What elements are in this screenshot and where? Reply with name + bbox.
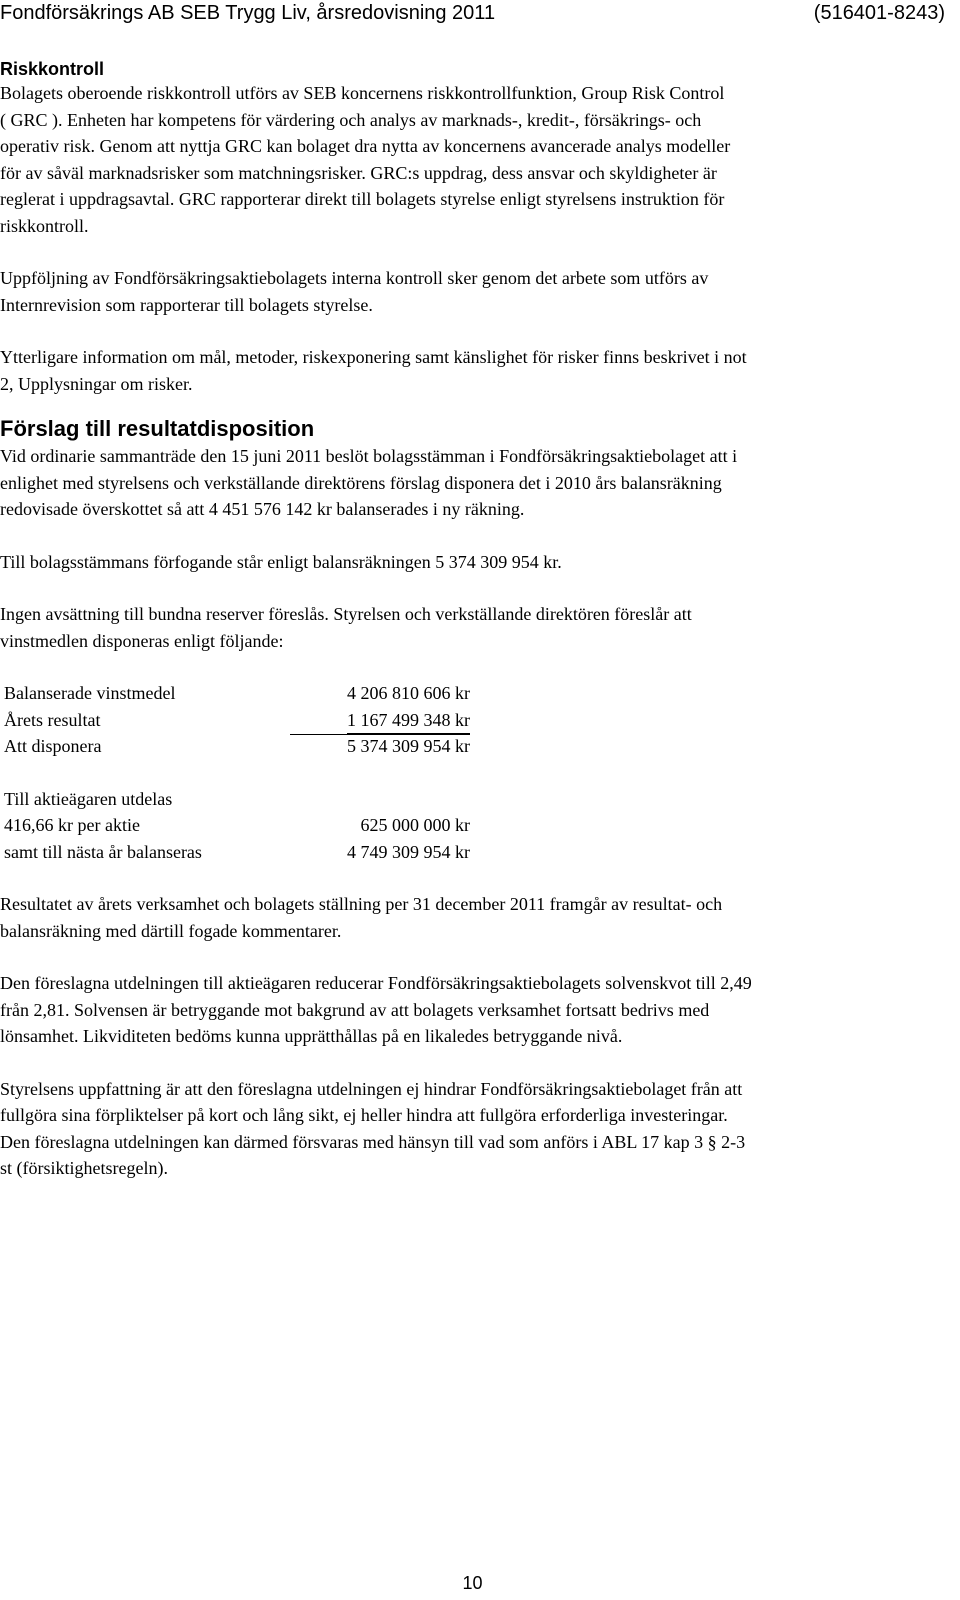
text-line: 2, Upplysningar om risker. <box>0 373 193 394</box>
text-line: från 2,81. Solvensen är betryggande mot bakgrund av att bolagets verksamhet fortsatt bedrivs med <box>0 999 710 1020</box>
text-line: Ytterligare information om mål, metoder, riskexponering samt känslighet för risker finns beskrivet i not <box>0 347 747 367</box>
row-value: 4 749 309 954 kr <box>347 841 470 862</box>
text-line: Ingen avsättning till bundna reserver föreslås. Styrelsen och verkställande direktören föreslår att <box>0 604 692 624</box>
text-line: operativ risk. Genom att nyttja GRC kan bolaget dra nytta av koncernens avancerade analys modeller <box>0 136 731 156</box>
dividend-table <box>0 786 480 866</box>
table-row <box>0 733 480 760</box>
table-row <box>0 680 480 707</box>
text-line: fullgöra sina förpliktelser på kort och lång sikt, ej heller hindra att fullgöra erforderliga investeringar. <box>0 1105 728 1125</box>
table-row <box>0 812 480 839</box>
text-line: Resultatet av årets verksamhet och bolagets ställning per 31 december 2011 framgår av resultat- och <box>0 894 723 914</box>
followup-paragraph <box>0 265 945 318</box>
disposition-intro <box>0 443 945 523</box>
text-line: balansräkning med därtill fogade kommentarer. <box>0 920 342 941</box>
row-label: Balanserade vinstmedel <box>4 683 176 703</box>
document-body <box>0 58 945 1182</box>
page-header <box>0 0 945 26</box>
available-funds-line: Till bolagsstämmans förfogande står enligt balansräkningen 5 374 309 954 kr. <box>0 551 562 572</box>
row-label: samt till nästa år balanseras <box>4 841 202 862</box>
disposition-heading: Förslag till resultatdisposition <box>0 416 315 441</box>
row-value: 625 000 000 kr <box>360 815 470 835</box>
text-line: Bolagets oberoende riskkontroll utförs av SEB koncernens riskkontrollfunktion, Group Risk Control <box>0 83 725 103</box>
text-line: ( GRC ). Enheten har kompetens för värdering och analys av marknads-, kredit-, försäkrings- och <box>0 109 702 130</box>
text-line: Vid ordinarie sammanträde den 15 juni 2011 beslöt bolagsstämman i Fondförsäkringsaktiebolaget att i <box>0 446 738 466</box>
page-number: 10 <box>462 1573 483 1593</box>
proposal-paragraph <box>0 601 945 654</box>
text-line: vinstmedlen disponeras enligt följande: <box>0 630 284 651</box>
board-opinion-paragraph <box>0 1076 945 1182</box>
text-line: Den föreslagna utdelningen till aktieägaren reducerar Fondförsäkringsaktiebolagets solvenskvot till 2,49 <box>0 973 752 993</box>
text-line: Den föreslagna utdelningen kan därmed försvaras med hänsyn till vad som anförs i ABL 17 kap 3 § 2-3 <box>0 1131 746 1152</box>
text-line: reglerat i uppdragsavtal. GRC rapporterar direkt till bolagets styrelse enligt styrelsens instruktion för <box>0 189 725 209</box>
more-info-paragraph <box>0 344 945 397</box>
text-line: lönsamhet. Likviditeten bedöms kunna upprätthållas på en likaledes betryggande nivå. <box>0 1026 623 1046</box>
text-line: Styrelsens uppfattning är att den föreslagna utdelningen ej hindrar Fondförsäkringsaktiebolaget från att <box>0 1078 743 1099</box>
org-number: (516401-8243) <box>813 2 945 24</box>
table-row <box>0 839 480 866</box>
row-label: 416,66 kr per aktie <box>4 815 140 835</box>
text-line: Internrevision som rapporterar till bolagets styrelse. <box>0 294 373 315</box>
text-line: Uppföljning av Fondförsäkringsaktiebolagets interna kontroll sker genom det arbete som utförs av <box>0 268 709 288</box>
report-title: Fondförsäkrings AB SEB Trygg Liv, årsredovisning 2011 <box>0 2 496 24</box>
row-value: 4 206 810 606 kr <box>347 683 470 703</box>
text-line: riskkontroll. <box>0 215 89 236</box>
text-line: för av såväl marknadsrisker som matchningsrisker. GRC:s uppdrag, dess ansvar och skyldigheter är <box>0 162 717 183</box>
row-label: Till aktieägaren utdelas <box>4 788 173 809</box>
table-row <box>0 786 480 813</box>
row-value: 5 374 309 954 kr <box>347 736 470 756</box>
text-line: st (försiktighetsregeln). <box>0 1158 168 1178</box>
solvency-paragraph <box>0 970 945 1050</box>
result-paragraph <box>0 891 945 944</box>
risk-heading: Riskkontroll <box>0 59 105 79</box>
risk-paragraph <box>0 80 945 239</box>
text-line: enlighet med styrelsens och verkställande direktörens förslag disponera det i 2010 års balansräkning <box>0 472 722 493</box>
disposition-table <box>0 680 480 760</box>
row-label: Årets resultat <box>4 709 101 730</box>
table-row <box>0 707 480 734</box>
row-label: Att disponera <box>4 736 102 756</box>
row-value: 1 167 499 348 kr <box>347 707 470 735</box>
text-line: redovisade överskottet så att 4 451 576 142 kr balanserades i ny räkning. <box>0 499 525 519</box>
